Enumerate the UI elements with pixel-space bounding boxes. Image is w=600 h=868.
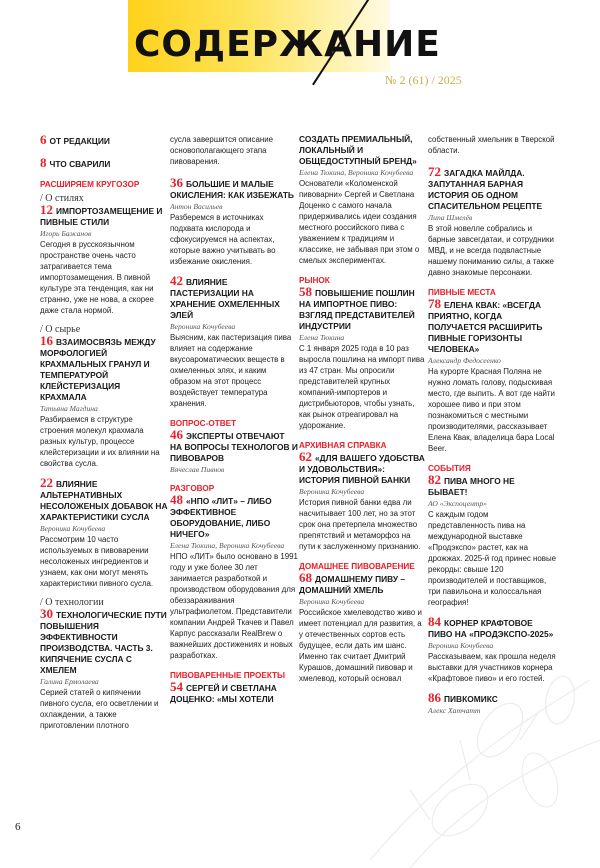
- section-rubric: РЫНОК: [299, 276, 330, 285]
- toc-entry[interactable]: [170, 681, 298, 705]
- entry-description: Основатели «Коломенской пивоварни» Сергей и Светлана Доценко с самого начала придерживались идеи создания местного российского пива с уважением к традициям и классике, не забывая при этом о смелых экспериментах.: [299, 179, 420, 265]
- toc-entry[interactable]: [40, 335, 168, 469]
- entry-description: Серией статей о кипячении пивного сусла, его осветлении и охлаждении, а также приготовлении плотного: [40, 688, 159, 730]
- page-ref: 30: [40, 606, 53, 621]
- entry-title: ЕЛЕНА КВАК: «ВСЕГДА ПРИЯТНО, КОГДА ПОЛУЧАЕТСЯ РАСШИРИТЬ ПИВНЫЕ ГОРИЗОНТЫ ЧЕЛОВЕКА»: [428, 300, 543, 354]
- entry-author: Антон Васильев: [170, 202, 223, 211]
- entry-description: История пивной банки едва ли насчитывает 100 лет, но за этот срок она претерпела множество препятствий и метаморфоз на пути к заслуженному признанию.: [299, 498, 421, 551]
- toc-entry[interactable]: [170, 494, 298, 661]
- section-rubric: ПИВОВАРЕННЫЕ ПРОЕКТЫ: [170, 671, 286, 680]
- section-rubric: СОБЫТИЯ: [428, 464, 471, 473]
- entry-description: С каждым годом представленность пива на международной выставке «Продэкспо» растет, как на дрожжах. 2025-й год принес новые рекорды: свыше 120 производителей и поставщиков, три павильона и колоссальная география!: [428, 510, 557, 607]
- page-ref: 86: [428, 690, 441, 705]
- entry-title: ВЛИЯНИЕ АЛЬТЕРНАТИВНЫХ НЕСОЛОЖЕНЫХ ДОБАВОК НА ХАРАКТЕРИСТИКИ СУСЛА: [40, 479, 168, 522]
- toc-entry[interactable]: [40, 608, 168, 731]
- entry-title: СОЗДАТЬ ПРЕМИАЛЬНЫЙ, ЛОКАЛЬНЫЙ И ОБЩЕДОСТУПНЫЙ БРЕНД»: [299, 134, 417, 166]
- entry-description-continued: сусла завершится описание основополагающего этапа пивоварения.: [170, 135, 274, 166]
- entry-author: Елена Тюкина, Вероника Кочубеева: [170, 541, 285, 550]
- toc-entry[interactable]: [170, 275, 298, 409]
- entry-title: ИМПОРТОЗАМЕЩЕНИЕ И ПИВНЫЕ СТИЛИ: [40, 206, 163, 227]
- page-number: 6: [15, 821, 21, 833]
- entry-title: ЗАГАДКА МАЙЛДА. ЗАПУТАННАЯ БАРНАЯ ИСТОРИЯ ОБ ОДНОМ СПАСИТЕЛЬНОМ РЕЦЕПТЕ: [428, 168, 543, 211]
- subsection-label: / О технологии: [40, 597, 104, 608]
- entry-title: ТЕХНОЛОГИЧЕСКИЕ ПУТИ ПОВЫШЕНИЯ ЭФФЕКТИВНОСТИ ПРОИЗВОДСТВА. ЧАСТЬ 3. КИПЯЧЕНИЕ СУСЛА С ХМЕЛЕМ: [40, 610, 167, 675]
- entry-description-continued: собственный хмельник в Тверской области.: [428, 135, 555, 155]
- entry-author: Елена Тюкина, Вероника Кочубеева: [299, 168, 414, 177]
- toc-entry[interactable]: [299, 572, 427, 684]
- entry-description: Сегодня в русскоязычном пространстве очень часто затрагивается тема импортозамещения. В пивной культуре эта тенденция, как ни странно, уже не нова, а скорее даже стала нормой.: [40, 240, 154, 315]
- toc-column-3: [299, 134, 427, 692]
- toc-column-1: [40, 134, 168, 739]
- section-rubric: ПИВНЫЕ МЕСТА: [428, 288, 496, 297]
- entry-author: АО «Экспоцентр»: [428, 499, 487, 508]
- entry-author: Вячеслав Пивнов: [170, 465, 225, 474]
- page-ref: 22: [40, 475, 53, 490]
- entry-author: Липа Шмелёв: [428, 213, 473, 222]
- entry-title: ВЛИЯНИЕ ПАСТЕРИЗАЦИИ НА ХРАНЕНИЕ ОХМЕЛЕННЫХ ЭЛЕЙ: [170, 277, 280, 320]
- toc-entry-continued[interactable]: [299, 134, 427, 266]
- page-ref: 46: [170, 427, 183, 442]
- page-ref: 6: [40, 132, 47, 147]
- entry-title: БОЛЬШИЕ И МАЛЫЕ ОКИСЛЕНИЯ: КАК ИЗБЕЖАТЬ: [170, 179, 294, 200]
- toc-entry[interactable]: [428, 166, 556, 278]
- entry-description: Разберемся в источниках подхвата кислорода и сфокусируемся на аспектах, которые важно учитывать во избежание окисления.: [170, 213, 276, 266]
- page-ref: 36: [170, 175, 183, 190]
- entry-author: Александр Федосеенко: [428, 356, 501, 365]
- entry-title: ВЗАИМОСВЯЗЬ МЕЖДУ МОРФОЛОГИЕЙ КРАХМАЛЬНЫХ ГРАНУЛ И ТЕМПЕРАТУРОЙ КЛЕЙСТЕРИЗАЦИЯ КРАХМАЛА: [40, 337, 156, 402]
- entry-title: ПИВА МНОГО НЕ БЫВАЕТ!: [428, 476, 515, 497]
- entry-title: СЕРГЕЙ И СВЕТЛАНА ДОЦЕНКО: «МЫ ХОТЕЛИ: [170, 683, 277, 704]
- entry-description: В этой новелле собрались и барные завсегдатаи, и сотрудники МВД, и не всегда подвластные нашему пониманию силы, а также давно знакомые персонажи.: [428, 224, 554, 277]
- toc-column-4: [428, 134, 556, 723]
- section-rubric: РАСШИРЯЕМ КРУГОЗОР: [40, 180, 140, 189]
- page-ref: 54: [170, 679, 183, 694]
- entry-author: Татьяна Магдина: [40, 404, 98, 413]
- section-rubric: АРХИВНАЯ СПРАВКА: [299, 441, 387, 450]
- entry-description: Выясним, как пастеризация пива влияет на содержание вкусоароматических веществ в охмеленных элях, и каким образом на этот процесс воздействует температура хранения.: [170, 333, 292, 408]
- entry-author: Галина Ермолаева: [40, 677, 99, 686]
- page-ref: 12: [40, 202, 53, 217]
- page-title: СОДЕРЖАНИЕ: [134, 24, 441, 65]
- toc-entry[interactable]: [428, 692, 556, 715]
- toc-column-2: [170, 134, 298, 713]
- toc-entry[interactable]: [40, 477, 168, 589]
- page-ref: 72: [428, 164, 441, 179]
- entry-author: Вероника Кочубеева: [428, 641, 494, 650]
- entry-author: Вероника Кочубеева: [299, 597, 365, 606]
- entry-title: ПИВКОМИКС: [444, 694, 498, 704]
- subsection-label: / О сырье: [40, 324, 81, 335]
- entry-description: Российское хмелеводство живо и имеет потенциал для развития, а у отечественных сортов есть будущее, если дать им шанс. Именно так считает Дмитрий Курашов, домашний пивовар и хмелевод, который основал: [299, 608, 422, 683]
- section-rubric: ДОМАШНЕЕ ПИВОВАРЕНИЕ: [299, 562, 415, 571]
- toc-entry[interactable]: [428, 298, 556, 454]
- page-ref: 48: [170, 492, 183, 507]
- page-ref: 16: [40, 333, 53, 348]
- entry-author: Вероника Кочубеева: [170, 322, 236, 331]
- toc-entry[interactable]: [428, 474, 556, 608]
- entry-author: Вероника Кочубеева: [299, 487, 365, 496]
- page-ref: 84: [428, 614, 441, 629]
- entry-title: ЧТО СВАРИЛИ: [49, 159, 111, 169]
- page-ref: 82: [428, 472, 441, 487]
- section-rubric: ВОПРОС-ОТВЕТ: [170, 419, 237, 428]
- entry-author: Алекс Хатчатт: [428, 706, 481, 715]
- entry-title: «НПО «ЛИТ» – ЛИБО ЭФФЕКТИВНОЕ ОБОРУДОВАНИЕ, ЛИБО НИЧЕГО»: [170, 496, 272, 539]
- entry-description: Рассказываем, как прошла неделя выставки для участников корнера «Крафтовое пиво» и его гостей.: [428, 652, 556, 683]
- page-ref: 68: [299, 570, 312, 585]
- toc-entry[interactable]: [40, 204, 168, 316]
- page-ref: 62: [299, 449, 312, 464]
- toc-entry[interactable]: [170, 177, 298, 267]
- entry-description: На курорте Красная Поляна не нужно ломать голову, подыскивая место, где выпить. А вот где найти хорошее пиво и при этом познакомиться с местными производителями, рассказывает Елена Квак, владелица бара Local Beer.: [428, 367, 555, 453]
- page-ref: 8: [40, 155, 47, 170]
- entry-title: ОТ РЕДАКЦИИ: [49, 136, 110, 146]
- entry-description: НПО «ЛИТ» было основано в 1991 году и уже более 30 лет занимается разработкой и производством оборудования для обеззараживания ультрафиолетом. Представители компании Андрей Ткачев и Павел Карпус рассказали RealBrew о важнейших достижениях и новых разработках.: [170, 552, 298, 660]
- entry-author: Елена Тюкина: [299, 333, 345, 342]
- page-ref: 78: [428, 296, 441, 311]
- page-ref: 42: [170, 273, 183, 288]
- entry-title: ДОМАШНЕМУ ПИВУ – ДОМАШНИЙ ХМЕЛЬ: [299, 574, 406, 595]
- toc-entry[interactable]: [299, 286, 427, 431]
- entry-description: Рассмотрим 10 часто используемых в пивоварении несоложеных ингредиентов и узнаем, как они могут менять характеристики пивного сусла.: [40, 535, 154, 588]
- entry-title: ЭКСПЕРТЫ ОТВЕЧАЮТ НА ВОПРОСЫ ТЕХНОЛОГОВ И ПИВОВАРОВ: [170, 431, 298, 463]
- entry-title: ПОВЫШЕНИЕ ПОШЛИН НА ИМПОРТНОЕ ПИВО: ВЗГЛЯД ПРЕДСТАВИТЕЛЕЙ ИНДУСТРИИ: [299, 288, 415, 331]
- entry-author: Вероника Кочубеева: [40, 524, 106, 533]
- toc-entry[interactable]: [428, 616, 556, 684]
- page-ref: 58: [299, 284, 312, 299]
- entry-description: Разбираемся в структуре строения молекул крахмала разных культур, процессе клейстеризации и их влиянии на свойства сусла.: [40, 415, 160, 468]
- subsection-label: / О стилях: [40, 193, 84, 204]
- entry-title: «ДЛЯ ВАШЕГО УДОБСТВА И УДОВОЛЬСТВИЯ»: ИСТОРИЯ ПИВНОЙ БАНКИ: [299, 453, 425, 485]
- toc-entry[interactable]: [40, 157, 168, 170]
- entry-description: С 1 января 2025 года в 10 раз выросла пошлина на импорт пива из 47 стран. Мы опросили представителей крупных компаний-импортеров и дистрибьюторов, чтобы узнать, как рынок отреагировал на удорожание.: [299, 344, 425, 430]
- section-rubric: РАЗГОВОР: [170, 484, 215, 493]
- entry-author: Игорь Бажанов: [40, 229, 92, 238]
- entry-title: КОРНЕР КРАФТОВОЕ ПИВО НА «ПРОДЭКСПО-2025»: [428, 618, 554, 639]
- toc-entry[interactable]: [299, 451, 427, 552]
- issue-number: № 2 (61) / 2025: [385, 73, 462, 87]
- toc-entry[interactable]: [40, 134, 168, 147]
- toc-entry[interactable]: [170, 429, 298, 474]
